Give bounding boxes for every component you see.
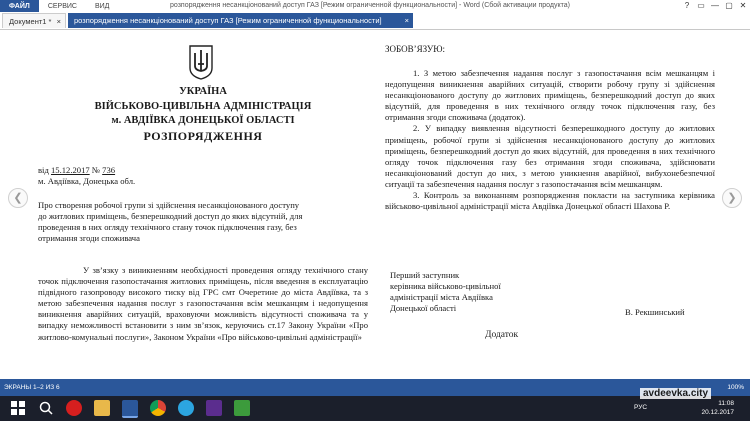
tab-label: Документ1 * xyxy=(9,17,52,26)
minimize-icon[interactable]: — xyxy=(711,1,719,10)
signer-title-line: Донецької області xyxy=(390,303,457,314)
number-prefix: № xyxy=(91,165,101,175)
tab-close-icon[interactable]: × xyxy=(404,16,409,25)
country-heading: УКРАЇНА xyxy=(179,86,227,97)
tab-order-document[interactable] xyxy=(68,13,413,28)
search-icon[interactable] xyxy=(38,400,54,416)
maximize-icon[interactable]: ▢ xyxy=(725,1,733,10)
chrome-browser-icon[interactable] xyxy=(150,400,166,416)
clock-time: 11:08 xyxy=(718,400,734,407)
signer-title-line: керівника військово-цивільної xyxy=(390,281,501,292)
window-controls xyxy=(680,0,750,12)
taskbar-clock[interactable] xyxy=(701,399,734,417)
decree-items xyxy=(385,68,715,212)
document-header xyxy=(38,85,368,143)
language-indicator[interactable]: РУС xyxy=(634,404,648,411)
opera-browser-icon[interactable] xyxy=(66,400,82,416)
telegram-icon[interactable] xyxy=(178,400,194,416)
decree-heading: ЗОБОВ’ЯЗУЮ: xyxy=(385,44,446,54)
tab-document1[interactable] xyxy=(2,13,66,28)
document-view xyxy=(0,30,750,379)
menu-view[interactable]: ВИД xyxy=(94,2,110,10)
app-icon[interactable] xyxy=(206,400,222,416)
doc-date-line xyxy=(38,165,368,187)
screens-indicator: ЭКРАНЫ 1–2 ИЗ 6 xyxy=(4,384,60,391)
signer-name: В. Рекшинський xyxy=(625,307,685,317)
app-icon[interactable] xyxy=(234,400,250,416)
next-screen-arrow-icon[interactable]: ❯ xyxy=(722,188,742,208)
tab-close-icon[interactable]: × xyxy=(56,17,61,26)
file-menu-button[interactable]: ФАЙЛ xyxy=(0,0,39,12)
document-tabs xyxy=(0,12,750,30)
zoom-level[interactable]: 100% xyxy=(727,384,744,391)
city-heading: м. АВДІЇВКА ДОНЕЦЬКОЇ ОБЛАСТІ xyxy=(111,115,295,127)
file-explorer-icon[interactable] xyxy=(94,400,110,416)
site-watermark: avdeevka.city xyxy=(640,388,711,399)
previous-screen-arrow-icon[interactable]: ❮ xyxy=(8,188,28,208)
help-icon[interactable]: ? xyxy=(684,1,690,10)
clock-date: 20.12.2017 xyxy=(701,409,734,416)
doc-subject: Про створення робочої групи зі здійснення несанкціонованого доступу до житлових приміщень, безперешкодний доступ до яких відсутній, для проведення в них огляду технічного стану точок підключення газу, без отримання згоди споживача xyxy=(38,200,303,244)
authority-heading: ВІЙСЬКОВО-ЦИВІЛЬНА АДМІНІСТРАЦІЯ xyxy=(94,100,312,112)
taskbar xyxy=(0,396,750,421)
close-icon[interactable]: ✕ xyxy=(739,1,747,10)
decree-item-2: 2. У випадку виявлення відсутності безперешкодного доступу до житлових приміщень, робочої групи зі здійснення несанкціонованого доступу до житлових приміщень, безперешкодний доступ до яких відсутній, для проведення в них технічного огляду точок підключення газу без отримання згоди споживача, здійснювати несанкціонований доступ до них, з метою уникнення аварійної, вибухонебезпечної ситуації та забезпечення надання послуг з газопостачання всім мешканцям. xyxy=(385,123,715,189)
tab-label: розпорядження несанкціонований доступ ГАЗ [Режим ограниченной функциональности] xyxy=(74,16,382,25)
trident-emblem-icon xyxy=(188,44,214,80)
doc-place: м. Авдіївка, Донецька обл. xyxy=(38,176,136,187)
decree-item-3: 3. Контроль за виконанням розпорядження покласти на заступника керівника військово-цивільної адміністрації міста Авдіївка Донецької області Шахова Р. xyxy=(385,190,715,212)
addendum-heading: Додаток xyxy=(485,330,519,340)
windows-start-icon[interactable] xyxy=(10,400,26,416)
doc-number: 736 xyxy=(102,165,116,175)
decree-item-1: 1. З метою забезпечення надання послуг з газопостачання всім мешканцям і недопущення виникнення аварійних ситуацій, створити робочу групу зі здійснення несанкціонованого доступу до житлових приміщень, безперешкодний доступ до яких відсутній, для проведення в них технічного огляду точок підключення газу, без отримання згоди споживача (додаток). xyxy=(385,68,715,123)
status-bar xyxy=(0,379,750,396)
menu-service[interactable]: СЕРВИС xyxy=(47,2,77,10)
word-app-icon[interactable] xyxy=(122,400,138,418)
signer-title-line: адміністрації міста Авдіївка xyxy=(390,292,493,303)
window-title: розпорядження несанкціонований доступ ГАЗ [Режим ограниченной функциональности] - Word (Сбой активации продукта) xyxy=(170,2,570,9)
doc-body-paragraph: У зв’язку з виникненням необхідності проведення огляду технічного стану точок підключення газопостачання житлових приміщень, після введення в експлуатацію підвідного газопроводу високого тиску від ГРС смт Очеретине до міста Авдіївка, та з метою забезпечення надання послуг з газопостачання всім мешканцям і недопущення виникнення аварійних ситуацій, враховуючи можливість відсутності споживача та у випадку неможливості встановити з ним зв’язок, керуючись ст.17 Закону України «Про житлово-комунальні послуги», Законом України «Про військово-цивільні адміністрації» xyxy=(38,265,368,342)
date-prefix: від xyxy=(38,165,49,175)
doc-type-heading: РОЗПОРЯДЖЕННЯ xyxy=(143,128,263,143)
doc-date: 15.12.2017 xyxy=(50,165,90,175)
ribbon-display-icon[interactable]: ▭ xyxy=(697,1,705,10)
signer-title-line: Перший заступник xyxy=(390,270,460,280)
